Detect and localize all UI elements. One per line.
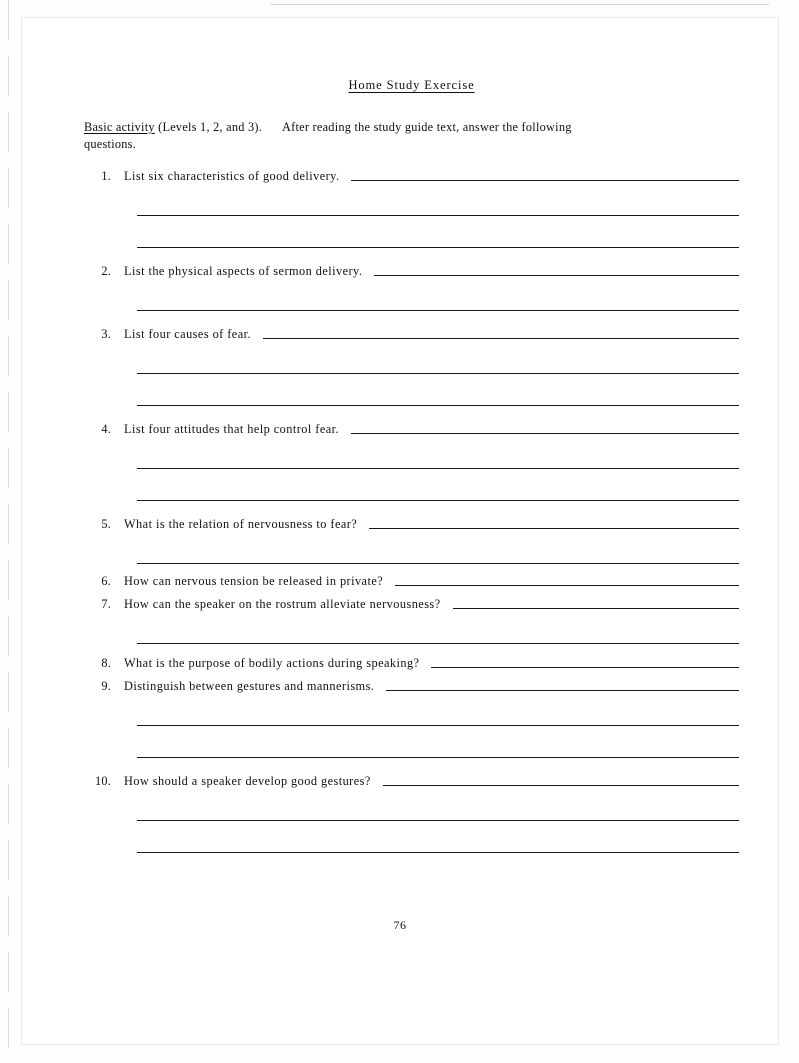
answer-blank-group [137,310,739,311]
question-text: List six characteristics of good delivery. [124,169,340,183]
question-text: How can the speaker on the rostrum alleviate nervousness? [124,597,441,611]
question-row [84,264,739,279]
question-text: What is the purpose of bodily actions during speaking? [124,656,420,670]
instructions-directive: After reading the study guide text, answer the following [282,120,572,134]
question-item [84,656,739,671]
answer-blank-group [137,468,739,501]
answer-blank[interactable] [351,433,739,434]
question-item [84,264,739,311]
answer-blank[interactable] [137,725,739,726]
instructions-second-line: questions. [84,137,137,151]
answer-blank[interactable] [351,180,739,181]
answer-blank[interactable] [386,690,739,691]
answer-blank[interactable] [453,608,739,609]
answer-blank-group [137,563,739,564]
answer-blank[interactable] [137,310,739,311]
question-row [84,774,739,789]
answer-blank[interactable] [395,585,739,586]
question-row [84,517,739,532]
question-number: 1. [101,169,111,183]
answer-blank-group [137,215,739,248]
question-item [84,517,739,564]
question-text: How should a speaker develop good gestures? [124,774,371,788]
question-item [84,679,739,758]
answer-blank[interactable] [137,820,739,821]
question-number: 9. [101,679,111,693]
answer-blank[interactable] [137,373,739,374]
question-row [84,422,739,437]
page-edge-mark-top [270,4,769,5]
question-number: 7. [101,597,111,611]
question-row [84,597,739,612]
question-row [84,656,739,671]
question-row [84,679,739,694]
page-title: Home Study Exercise [348,78,475,92]
question-number: 4. [101,422,111,436]
answer-blank-group [137,643,739,644]
question-item [84,774,739,853]
page-number: 76 [393,918,407,932]
question-text: What is the relation of nervousness to fear? [124,517,358,531]
answer-blank[interactable] [137,247,739,248]
answer-blank[interactable] [137,563,739,564]
page-edge-marks-left [8,0,9,1063]
question-text: List the physical aspects of sermon delivery. [124,264,363,278]
question-item [84,597,739,644]
question-text: List four attitudes that help control fear. [124,422,340,436]
question-number: 6. [101,574,111,588]
worksheet-content [84,64,739,853]
answer-blank-group [137,725,739,758]
question-item [84,422,739,501]
answer-blank[interactable] [383,785,739,786]
answer-blank[interactable] [137,643,739,644]
answer-blank[interactable] [374,275,739,276]
question-row [84,169,739,184]
question-number: 8. [101,656,111,670]
answer-blank[interactable] [137,405,739,406]
answer-blank[interactable] [137,852,739,853]
instructions-lead: Basic activity [84,120,155,134]
question-number: 3. [101,327,111,341]
question-text: How can nervous tension be released in private? [124,574,384,588]
instructions-levels: (Levels 1, 2, and 3). [158,120,263,134]
question-item [84,327,739,406]
worksheet-sheet [22,18,778,1044]
question-list [84,169,739,853]
answer-blank[interactable] [137,500,739,501]
instructions-paragraph [84,119,739,153]
question-text: List four causes of fear. [124,327,252,341]
question-text: Distinguish between gestures and mannerisms. [124,679,375,693]
question-number: 10. [95,774,111,788]
question-row [84,327,739,342]
question-number: 2. [101,264,111,278]
question-row [84,574,739,589]
answer-blank[interactable] [137,468,739,469]
answer-blank[interactable] [369,528,739,529]
answer-blank[interactable] [137,215,739,216]
question-number: 5. [101,517,111,531]
question-item [84,169,739,248]
answer-blank[interactable] [263,338,739,339]
question-item [84,574,739,589]
answer-blank-group [137,820,739,853]
answer-blank[interactable] [431,667,739,668]
answer-blank-group [137,373,739,406]
answer-blank[interactable] [137,757,739,758]
